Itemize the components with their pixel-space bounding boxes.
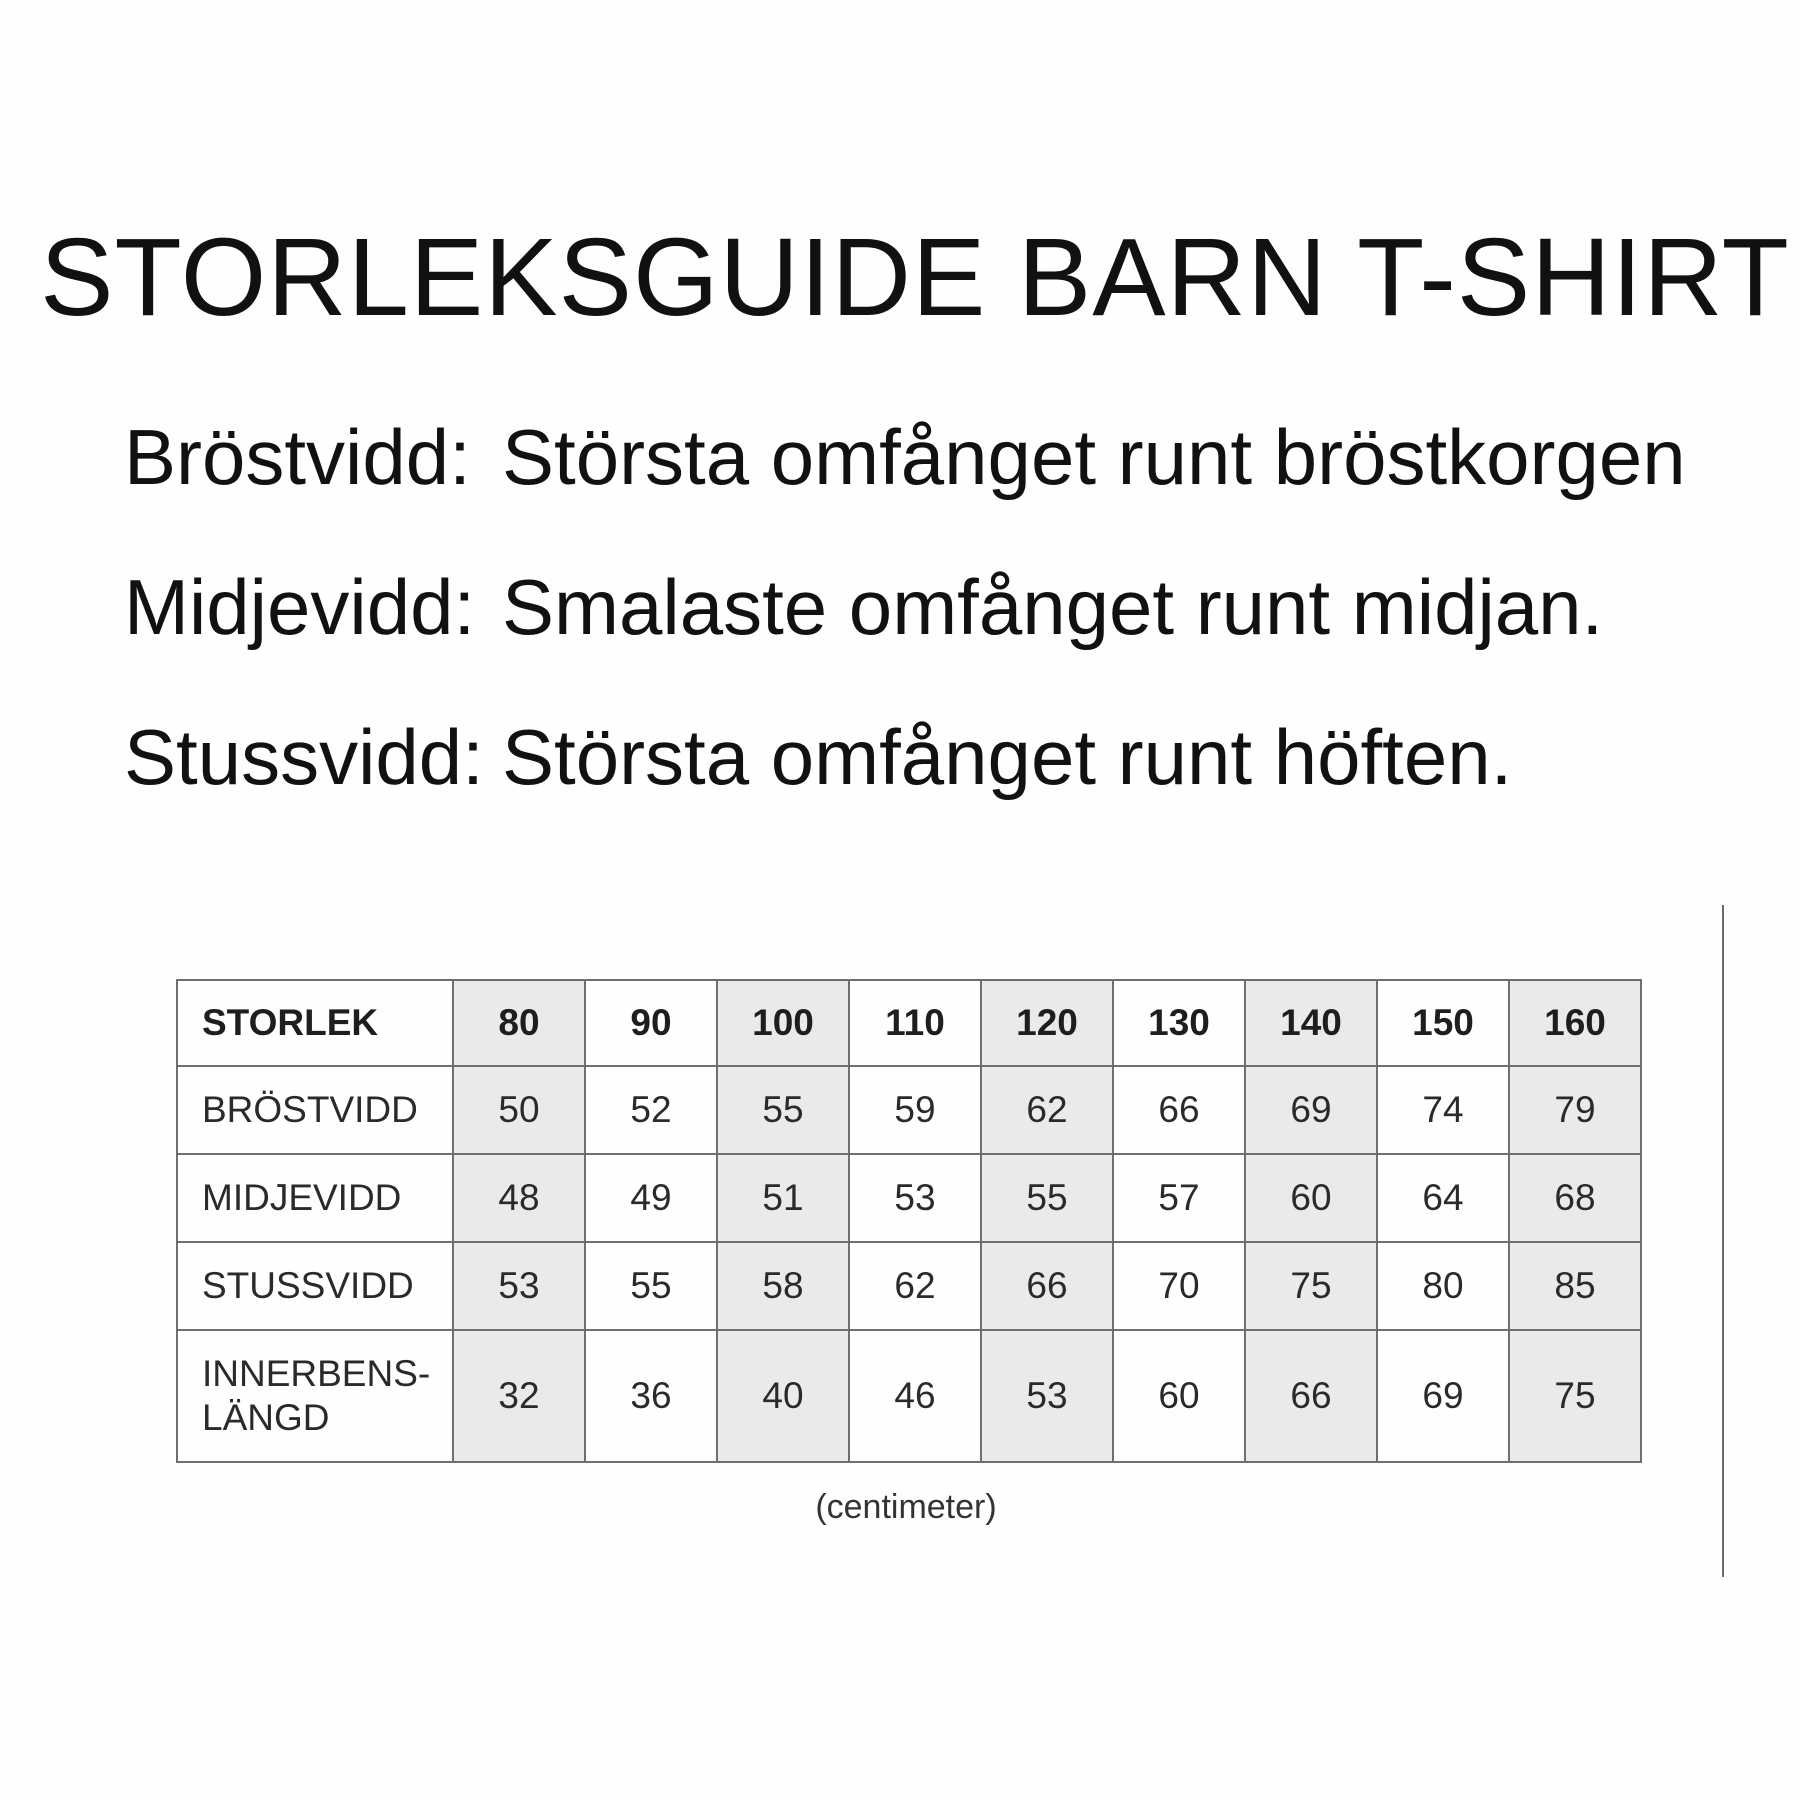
size-header: 140 [1245, 980, 1377, 1066]
definition-description: Smalaste omfånget runt midjan. [502, 563, 1604, 651]
table-cell: 58 [717, 1242, 849, 1330]
table-cell: 53 [981, 1330, 1113, 1462]
unit-note: (centimeter) [815, 1488, 997, 1526]
vertical-divider [1722, 905, 1724, 1577]
table-cell: 46 [849, 1330, 981, 1462]
size-header: 120 [981, 980, 1113, 1066]
table-cell: 60 [1113, 1330, 1245, 1462]
page-title: STORLEKSGUIDE BARN T-SHIRT [40, 216, 1790, 339]
definition-description: Största omfånget runt höften. [502, 713, 1513, 801]
table-cell: 69 [1377, 1330, 1509, 1462]
definition-hip [124, 712, 1512, 802]
table-cell: 64 [1377, 1154, 1509, 1242]
table-row [177, 1330, 1641, 1462]
table-cell: 53 [453, 1242, 585, 1330]
size-header: 100 [717, 980, 849, 1066]
table-row [177, 1242, 1641, 1330]
table-header-row [177, 980, 1641, 1066]
table-cell: 55 [981, 1154, 1113, 1242]
table-cell: 60 [1245, 1154, 1377, 1242]
definition-term: Stussvidd: [124, 713, 484, 801]
table-cell: 69 [1245, 1066, 1377, 1154]
size-header: 160 [1509, 980, 1641, 1066]
table-cell: 55 [717, 1066, 849, 1154]
table-cell: 75 [1509, 1330, 1641, 1462]
definition-term: Midjevidd: [124, 563, 476, 651]
table-cell: 66 [1113, 1066, 1245, 1154]
table-cell: 66 [1245, 1330, 1377, 1462]
row-label-line: LÄNGD [202, 1397, 330, 1438]
size-table [176, 979, 1642, 1463]
table-cell: 75 [1245, 1242, 1377, 1330]
table-cell: 49 [585, 1154, 717, 1242]
table-cell: 51 [717, 1154, 849, 1242]
size-header: 130 [1113, 980, 1245, 1066]
table-cell: 68 [1509, 1154, 1641, 1242]
table-cell: 62 [981, 1066, 1113, 1154]
row-label [177, 1330, 453, 1462]
row-label-line: INNERBENS- [202, 1353, 431, 1394]
definition-waist [124, 562, 1603, 652]
table-cell: 57 [1113, 1154, 1245, 1242]
definition-description: Största omfånget runt bröstkorgen [502, 413, 1686, 501]
table-cell: 62 [849, 1242, 981, 1330]
table-cell: 74 [1377, 1066, 1509, 1154]
definition-chest [124, 412, 1686, 502]
table-cell: 48 [453, 1154, 585, 1242]
row-label: MIDJEVIDD [177, 1154, 453, 1242]
table-row [177, 1154, 1641, 1242]
table-cell: 80 [1377, 1242, 1509, 1330]
row-label: STUSSVIDD [177, 1242, 453, 1330]
table-cell: 52 [585, 1066, 717, 1154]
table-cell: 70 [1113, 1242, 1245, 1330]
size-header: 80 [453, 980, 585, 1066]
table-cell: 55 [585, 1242, 717, 1330]
size-header: 90 [585, 980, 717, 1066]
header-label: STORLEK [177, 980, 453, 1066]
table-cell: 85 [1509, 1242, 1641, 1330]
table-cell: 66 [981, 1242, 1113, 1330]
table-cell: 32 [453, 1330, 585, 1462]
table-cell: 79 [1509, 1066, 1641, 1154]
size-header: 150 [1377, 980, 1509, 1066]
table-cell: 40 [717, 1330, 849, 1462]
table-cell: 50 [453, 1066, 585, 1154]
table-cell: 59 [849, 1066, 981, 1154]
table-row [177, 1066, 1641, 1154]
table-cell: 53 [849, 1154, 981, 1242]
row-label: BRÖSTVIDD [177, 1066, 453, 1154]
table-cell: 36 [585, 1330, 717, 1462]
definition-term: Bröstvidd: [124, 413, 471, 501]
size-header: 110 [849, 980, 981, 1066]
